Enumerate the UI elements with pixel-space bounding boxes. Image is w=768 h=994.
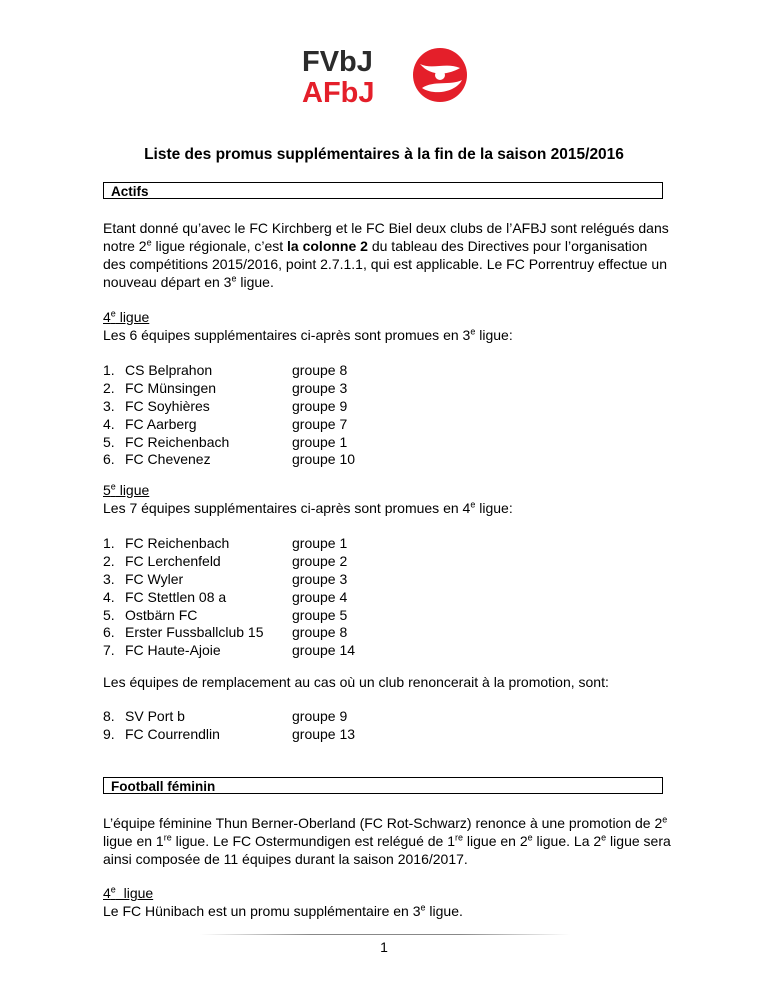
feminin-ligue4-text: Le FC Hünibach est un promu supplémentaire en 3e ligue. [103, 902, 463, 919]
ligue4-description: Les 6 équipes supplémentaires ci-après sont promues en 3e ligue: [103, 326, 513, 343]
fvbj-afbj-logo [300, 44, 470, 110]
section-header-football-feminin: Football féminin [103, 777, 663, 794]
ball-icon [413, 48, 467, 102]
ligue5-heading: 5e ligue [103, 481, 150, 498]
ligue5-description: Les 7 équipes supplémentaires ci-après sont promues en 4e ligue: [103, 499, 513, 516]
footer-divider [200, 934, 570, 935]
page-title: Liste des promus supplémentaires à la fin de la saison 2015/2016 [144, 146, 624, 163]
feminin-paragraph: L’équipe féminine Thun Berner-Oberland (FC Rot-Schwarz) renonce à une promotion de 2e ligue en 1re ligue. Le FC Ostermundigen est relégué de 1re ligue en 2e ligue. La 2e ligue sera ainsi composée de 11 équipes durant la saison 2016/2017. [103, 814, 671, 867]
logo-text-afbj: AFbJ [302, 77, 375, 109]
logo-text-fvbj: FVbJ [302, 46, 373, 78]
page-number: 1 [380, 939, 388, 955]
actifs-intro: Etant donné qu’avec le FC Kirchberg et le FC Biel deux clubs de l’AFBJ sont relégués dans notre 2e ligue régionale, c’est la colonne 2 du tableau des Directives pour l’organisation des compétitions 2015/2016, point 2.7.1.1, qui est applicable. Le FC Porrentruy effectue un nouveau départ en 3e ligue. [103, 220, 669, 290]
feminin-ligue4-heading: 4e ligue [103, 884, 154, 901]
replacement-text: Les équipes de remplacement au cas où un club renoncerait à la promotion, sont: [103, 674, 609, 690]
ligue4-heading: 4e ligue [103, 308, 150, 325]
section-header-actifs: Actifs [103, 182, 663, 199]
document-page: FVbJ AFbJ Liste des promus supplémentaires à la fin de la saison 2015/2016 Actifs Etant donné qu’avec le FC Kirchberg et le FC Biel deux clubs de l’AFBJ sont relégués dans notre 2e ligue régionale, c’est la colonne 2 du tableau des Directives pour l’organisation des compétitions 2015/2016, point 2.7.1.1, qui est applicable. Le FC Porrentruy effectue un nouveau départ en 3e ligue. 4e ligue Les 6 équipes supplémentaires ci-après sont promues en 3e ligue: 1. CS Belprahon groupe 8 2. FC Münsingen groupe 3 3. FC Soyhières groupe 9 4. FC Aarberg groupe 7 5. FC Reichenbach groupe 1 6. FC Chevenez groupe 10 5e ligue Les 7 équipes supplémentaires ci-après sont promues en 4e ligue: 1. FC Reichenbach groupe 1 2. FC Lerchenfeld groupe 2 3. FC Wyler groupe 3 4. FC Stettlen 08 a groupe 4 5. Ostbärn FC groupe 5 6. Erster Fussballclub 15 groupe 8 7. FC Haute-Ajoie groupe 14 Les équipes de remplacement au cas où un club renoncerait à la promotion, sont: 8. SV Port b groupe 9 9. FC Courrendlin groupe 13 Football féminin L’équipe féminine Thun Berner-Oberland (FC Rot-Schwarz) renonce à une promotion de 2e ligue en 1re ligue. Le FC Ostermundigen est relégué de 1re ligue en 2e ligue. La 2e ligue sera ainsi composée de 11 équipes durant la saison 2016/2017. 4e ligue Le FC Hünibach est un promu supplémentaire en 3e ligue. 1 [0, 0, 768, 994]
